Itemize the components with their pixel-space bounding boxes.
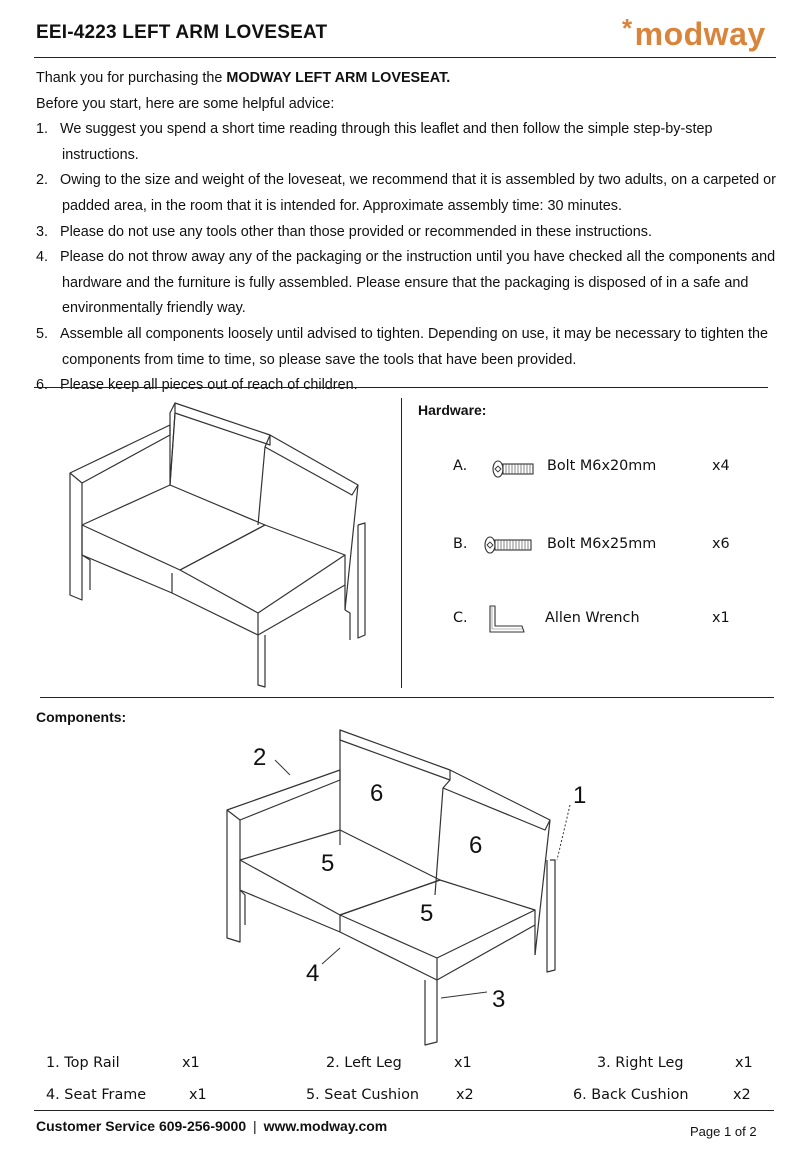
list-item: 3. Please do not use any tools other than those provided or recommended in these instructions. xyxy=(36,223,652,240)
hardware-qty-a: x4 xyxy=(712,458,730,474)
hardware-name-c: Allen Wrench xyxy=(545,610,640,626)
hardware-letter-a: A. xyxy=(453,458,468,474)
advice-lead: Before you start, here are some helpful advice: xyxy=(36,95,335,112)
callout-back-cushion: 6 xyxy=(469,832,483,859)
callout-top-rail: 1 xyxy=(573,782,587,809)
legend-label-top-rail: 1. Top Rail xyxy=(46,1055,120,1071)
hardware-divider xyxy=(40,697,774,698)
legend-qty-left-leg: x1 xyxy=(454,1055,472,1071)
hardware-letter-b: B. xyxy=(453,536,468,552)
logo-text: modway xyxy=(634,16,766,52)
legend-label-back-cushion: 6. Back Cushion xyxy=(573,1087,689,1103)
legend-qty-seat-frame: x1 xyxy=(189,1087,207,1103)
callout-left-leg: 2 xyxy=(253,744,267,771)
hardware-qty-c: x1 xyxy=(712,610,730,626)
section-divider-vertical xyxy=(401,398,402,688)
list-item: 6. Please keep all pieces out of reach of children. xyxy=(36,377,358,394)
bolt-icon xyxy=(482,534,534,556)
callout-right-leg: 3 xyxy=(492,986,506,1013)
legend-qty-back-cushion: x2 xyxy=(733,1087,751,1103)
list-item: 5. Assemble all components loosely until advised to tighten. Depending on use, it may be necessary to tighten the components from time to time, so please save the tools that have been provided. xyxy=(36,325,768,368)
callout-seat-cushion: 5 xyxy=(420,900,434,927)
hardware-heading: Hardware: xyxy=(418,402,487,418)
advice-list xyxy=(36,117,786,399)
customer-service: Customer Service 609-256-9000 xyxy=(36,1118,247,1134)
components-heading: Components: xyxy=(36,709,127,725)
footer-separator: | xyxy=(253,1118,257,1134)
list-item: 1. We suggest you spend a short time reading through this leaflet and then follow the simple step-by-step instructions. xyxy=(36,121,713,163)
hardware-qty-b: x6 xyxy=(712,536,730,552)
thanks-line: Thank you for purchasing the MODWAY LEFT ARM LOVESEAT. xyxy=(36,70,451,86)
callout-seat-cushion: 5 xyxy=(321,850,335,877)
legend-qty-seat-cushion: x2 xyxy=(456,1087,474,1103)
legend-label-right-leg: 3. Right Leg xyxy=(597,1055,684,1071)
callout-seat-frame: 4 xyxy=(306,960,320,987)
page-title: EEI-4223 LEFT ARM LOVESEAT xyxy=(36,22,328,43)
list-item: 2. Owing to the size and weight of the loveseat, we recommend that it is assembled by two adults, on a carpeted or padded area, in the room that it is intended for. Approximate assembly time: 30 minutes. xyxy=(36,172,776,214)
page-number: Page 1 of 2 xyxy=(690,1124,757,1139)
legend-qty-top-rail: x1 xyxy=(182,1055,200,1071)
intro-divider xyxy=(34,387,768,388)
footer-divider xyxy=(34,1110,774,1111)
legend-label-seat-frame: 4. Seat Frame xyxy=(46,1087,147,1103)
product-name: MODWAY LEFT ARM LOVESEAT. xyxy=(226,70,451,86)
list-item: 4. Please do not throw away any of the packaging or the instruction until you have checked all the components and hardware and the furniture is fully assembled. Please ensure that the packaging is disposed of in a safe and environmentally friendly way. xyxy=(36,249,776,317)
hardware-name-a: Bolt M6x20mm xyxy=(547,458,657,474)
modway-logo xyxy=(622,13,766,53)
hardware-name-b: Bolt M6x25mm xyxy=(547,536,657,552)
allen-wrench-icon xyxy=(486,602,528,636)
callout-back-cushion: 6 xyxy=(370,780,384,807)
legend-label-left-leg: 2. Left Leg xyxy=(326,1055,402,1071)
intro-section xyxy=(36,66,786,399)
logo-star-icon: * xyxy=(622,13,633,43)
legend-label-seat-cushion: 5. Seat Cushion xyxy=(306,1087,420,1103)
header-divider xyxy=(34,57,776,58)
footer-contact xyxy=(36,1118,387,1134)
bolt-icon xyxy=(490,458,536,480)
loveseat-illustration xyxy=(60,395,380,695)
website-link[interactable]: www.modway.com xyxy=(263,1118,388,1134)
components-diagram xyxy=(215,720,575,1050)
legend-qty-right-leg: x1 xyxy=(735,1055,753,1071)
hardware-letter-c: C. xyxy=(453,610,468,626)
